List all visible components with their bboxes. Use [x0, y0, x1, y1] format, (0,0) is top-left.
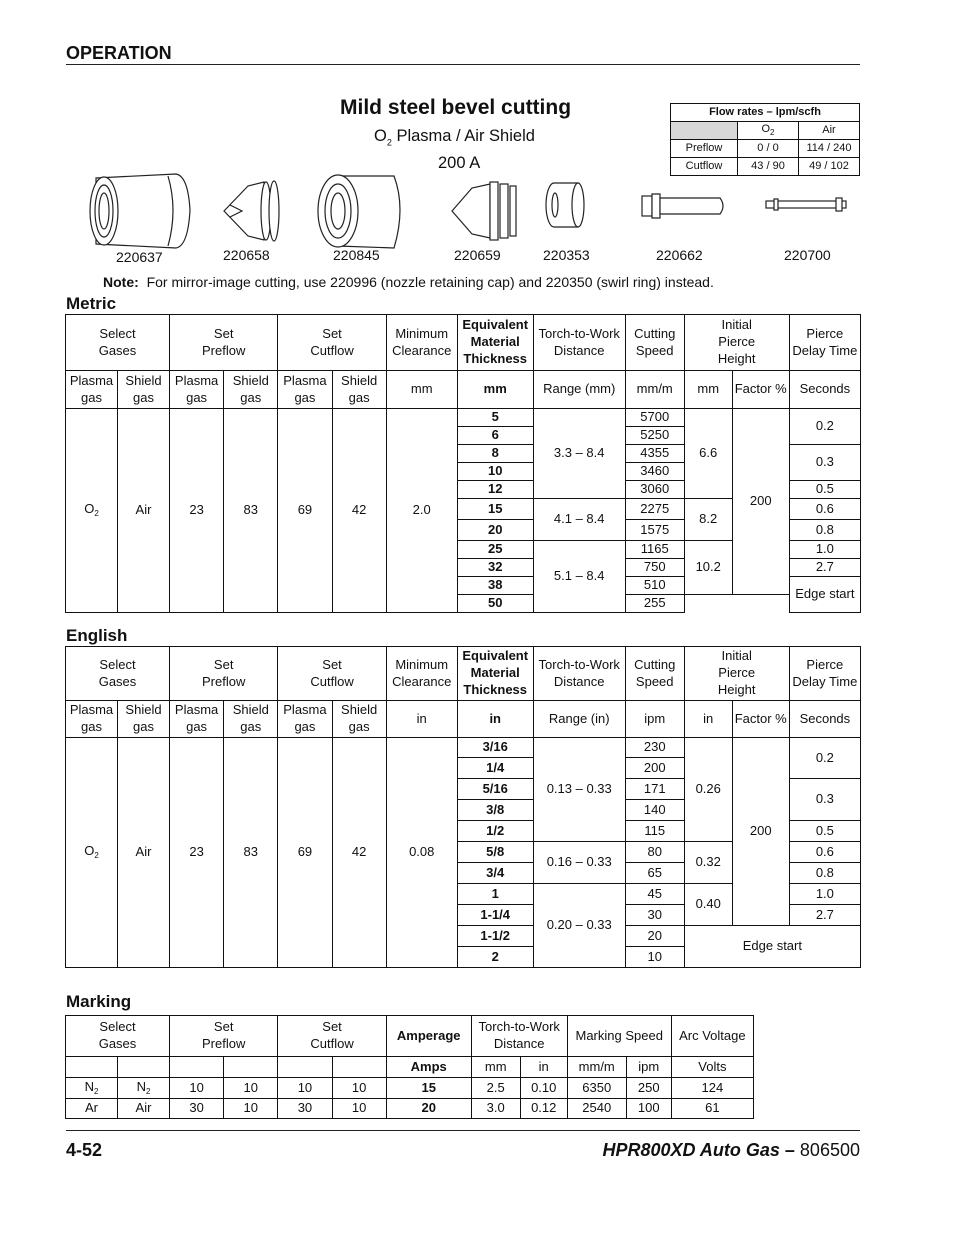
th-shield-gas: Shield gas [224, 371, 278, 409]
th-plasma-gas: Plasma gas [170, 371, 224, 409]
swirl-ring-image [546, 183, 584, 227]
cell-speed: 30 [625, 905, 684, 926]
cell-thickness: 1/4 [457, 758, 533, 779]
cell: 114 / 240 [799, 140, 860, 158]
th-plasma-gas: Plasma gas [66, 371, 118, 409]
water-tube-image [766, 198, 846, 211]
cell: 2.5 [471, 1078, 520, 1099]
cell: 6350 [567, 1078, 626, 1099]
row-label: Preflow [671, 140, 738, 158]
cell-amps: 20 [386, 1099, 471, 1119]
footer-rule [66, 1130, 860, 1131]
cell-iph: 0.40 [684, 884, 732, 926]
cell: 124 [671, 1078, 753, 1099]
cell-shield-gas: $N_2$ [118, 1078, 170, 1099]
document-id: HPR800XD Auto Gas – 806500 [602, 1140, 860, 1160]
cell: 83 [224, 409, 278, 613]
cell-speed: 3060 [625, 481, 684, 499]
th-ttw: Torch-to-Work Distance [533, 315, 625, 371]
th-iph: Initial Pierce Height [684, 647, 789, 701]
th-unit: mm [457, 371, 533, 409]
cell: 10 [170, 1078, 224, 1099]
th-pdt: Pierce Delay Time [789, 315, 860, 371]
cell-edge-start: Edge start [789, 577, 860, 613]
cell-shield-gas: Air [118, 738, 170, 968]
cell-plasma-gas: $O_2$ [66, 738, 118, 968]
th-speed: Cutting Speed [625, 647, 684, 701]
cell: 10 [332, 1099, 386, 1119]
cell-speed: 115 [625, 821, 684, 842]
cell-thickness: 1/2 [457, 821, 533, 842]
th-set-preflow: Set Preflow [170, 1016, 278, 1057]
th-factor: Factor % [732, 371, 789, 409]
cell: 0.12 [520, 1099, 567, 1119]
cell: 23 [170, 738, 224, 968]
th-shield-gas: Shield gas [118, 701, 170, 738]
amperage-subtitle: 200 A [438, 154, 481, 172]
cell-range: 3.3 – 8.4 [533, 409, 625, 499]
cell-delay: 0.6 [789, 842, 860, 863]
th-marking-speed: Marking Speed [567, 1016, 671, 1057]
th-plasma-gas: Plasma gas [278, 371, 332, 409]
cell: 10 [224, 1078, 278, 1099]
cell-delay: 0.3 [789, 779, 860, 821]
th-equiv-thickness: Equivalent Material Thickness [457, 315, 533, 371]
col-air: Air [799, 122, 860, 140]
th-unit: in [520, 1057, 567, 1078]
cell-iph: 0.32 [684, 842, 732, 884]
retaining-cap-image [318, 175, 400, 248]
cell: 100 [626, 1099, 671, 1119]
cell-thickness: 5 [457, 409, 533, 427]
cell: 30 [170, 1099, 224, 1119]
cell-range: 0.13 – 0.33 [533, 738, 625, 842]
th-plasma-gas: Plasma gas [66, 701, 118, 738]
cell-speed: 10 [625, 947, 684, 968]
th-set-cutflow: Set Cutflow [278, 647, 386, 701]
cell: 69 [278, 409, 332, 613]
shield-cap-image [90, 174, 190, 248]
cell-speed: 1575 [625, 520, 684, 541]
part-number: 220658 [223, 247, 270, 263]
th-seconds: Seconds [789, 371, 860, 409]
cell: 42 [332, 409, 386, 613]
cell-delay: 2.7 [789, 559, 860, 577]
cell-thickness: 5/16 [457, 779, 533, 800]
cell-thickness: 1-1/4 [457, 905, 533, 926]
th-iph: Initial Pierce Height [684, 315, 789, 371]
th-volts: Volts [671, 1057, 753, 1078]
th-unit: ipm [626, 1057, 671, 1078]
cell-speed: 3460 [625, 463, 684, 481]
nozzle-image [224, 181, 279, 241]
th-shield-gas: Shield gas [332, 371, 386, 409]
th-equiv-thickness: Equivalent Material Thickness [457, 647, 533, 701]
cell-shield-gas: Air [118, 409, 170, 613]
part-number: 220662 [656, 247, 703, 263]
th-unit: Range (in) [533, 701, 625, 738]
cell: 3.0 [471, 1099, 520, 1119]
th-unit: in [386, 701, 457, 738]
th-set-cutflow: Set Cutflow [278, 1016, 386, 1057]
th-shield-gas: Shield gas [118, 371, 170, 409]
cell-speed: 80 [625, 842, 684, 863]
th-ttw: Torch-to-Work Distance [471, 1016, 567, 1057]
th-min-clearance: Minimum Clearance [386, 315, 457, 371]
cell-iph: 10.2 [684, 541, 732, 595]
th-speed: Cutting Speed [625, 315, 684, 371]
cell: 10 [224, 1099, 278, 1119]
cell-iph: 0.26 [684, 738, 732, 842]
th-seconds: Seconds [789, 701, 860, 738]
header-rule [66, 64, 860, 65]
part-number: 220845 [333, 247, 380, 263]
th-unit: in [457, 701, 533, 738]
th-unit: in [684, 701, 732, 738]
cell-range: 4.1 – 8.4 [533, 499, 625, 541]
cell-speed: 140 [625, 800, 684, 821]
th-unit: Range (mm) [533, 371, 625, 409]
th-factor: Factor % [732, 701, 789, 738]
cell: 69 [278, 738, 332, 968]
page-number: 4-52 [66, 1140, 103, 1160]
cell-clearance: 0.08 [386, 738, 457, 968]
note: Note: For mirror-image cutting, use 220996 (nozzle retaining cap) and 220350 (swirl ring) instead. [103, 274, 714, 290]
cell-range: 0.16 – 0.33 [533, 842, 625, 884]
cell-delay: 0.3 [789, 445, 860, 481]
cell-delay: 0.8 [789, 520, 860, 541]
cell-plasma-gas: Ar [66, 1099, 118, 1119]
cell: 30 [278, 1099, 332, 1119]
th-set-cutflow: Set Cutflow [278, 315, 386, 371]
cell-thickness: 5/8 [457, 842, 533, 863]
th-plasma-gas: Plasma gas [170, 701, 224, 738]
part-number: 220353 [543, 247, 590, 263]
cell-delay: 0.5 [789, 821, 860, 842]
th-min-clearance: Minimum Clearance [386, 647, 457, 701]
cell-speed: 5250 [625, 427, 684, 445]
cell-thickness: 3/8 [457, 800, 533, 821]
th-set-preflow: Set Preflow [170, 647, 278, 701]
cell-edge-start: Edge start [684, 926, 860, 968]
cell-range: 0.20 – 0.33 [533, 884, 625, 968]
cell-thickness: 38 [457, 577, 533, 595]
cell-speed: 1165 [625, 541, 684, 559]
part-number: 220659 [454, 247, 501, 263]
cell: 23 [170, 409, 224, 613]
cell-iph: 6.6 [684, 409, 732, 499]
cell-delay: 0.5 [789, 481, 860, 499]
cell-thickness: 6 [457, 427, 533, 445]
section-header: OPERATION [66, 43, 172, 63]
part-number: 220637 [116, 249, 163, 265]
cell-thickness: 3/16 [457, 738, 533, 758]
cell-delay: 0.6 [789, 499, 860, 520]
cell: 43 / 90 [738, 158, 799, 176]
cell: 42 [332, 738, 386, 968]
cell-shield-gas: Air [118, 1099, 170, 1119]
cell-speed: 45 [625, 884, 684, 905]
gas-subtitle: $O_2$ Plasma / Air Shield [374, 127, 535, 148]
cell-range: 5.1 – 8.4 [533, 541, 625, 613]
cell-speed: 750 [625, 559, 684, 577]
metric-table [65, 314, 861, 613]
cell-speed: 65 [625, 863, 684, 884]
cell: 0.10 [520, 1078, 567, 1099]
metric-heading: Metric [66, 294, 117, 313]
cell-clearance: 2.0 [386, 409, 457, 613]
cell-thickness: 15 [457, 499, 533, 520]
cell-factor: 200 [732, 738, 789, 926]
th-select-gases: Select Gases [66, 647, 170, 701]
cell-thickness: 20 [457, 520, 533, 541]
part-number: 220700 [784, 247, 831, 263]
th-plasma-gas [66, 1057, 118, 1078]
page-title: Mild steel bevel cutting [340, 96, 572, 119]
cell: 250 [626, 1078, 671, 1099]
th-amps: Amps [386, 1057, 471, 1078]
th-unit: mm/m [567, 1057, 626, 1078]
th-plasma-gas: Plasma gas [278, 701, 332, 738]
th-select-gases: Select Gases [66, 1016, 170, 1057]
th-shield-gas: Shield gas [224, 701, 278, 738]
cell-delay: 0.2 [789, 738, 860, 779]
cell-delay: 0.8 [789, 863, 860, 884]
cell-thickness: 1 [457, 884, 533, 905]
electrode-image [642, 194, 723, 218]
th-unit: mm [684, 371, 732, 409]
cell-iph: 8.2 [684, 499, 732, 541]
cell-delay: 2.7 [789, 905, 860, 926]
th-set-preflow: Set Preflow [170, 315, 278, 371]
row-label: Cutflow [671, 158, 738, 176]
cell-thickness: 50 [457, 595, 533, 613]
marking-table [65, 1015, 754, 1119]
cell-thickness: 25 [457, 541, 533, 559]
cell-speed: 5700 [625, 409, 684, 427]
th-unit: mm/m [625, 371, 684, 409]
cell-thickness: 32 [457, 559, 533, 577]
cell-plasma-gas: $N_2$ [66, 1078, 118, 1099]
nozzle-2-image [452, 182, 516, 240]
th-pdt: Pierce Delay Time [789, 647, 860, 701]
cell-speed: 510 [625, 577, 684, 595]
cell-thickness: 12 [457, 481, 533, 499]
english-heading: English [66, 626, 128, 645]
th-unit: mm [471, 1057, 520, 1078]
cell-speed: 20 [625, 926, 684, 947]
cell-speed: 255 [625, 595, 684, 613]
cell: 61 [671, 1099, 753, 1119]
english-table [65, 646, 861, 968]
cell-plasma-gas: $O_2$ [66, 409, 118, 613]
cell-delay: 0.2 [789, 409, 860, 445]
cell-thickness: 1-1/2 [457, 926, 533, 947]
th-arc-voltage: Arc Voltage [671, 1016, 753, 1057]
flow-rates-title: Flow rates – lpm/scfh [671, 104, 860, 122]
cell-speed: 2275 [625, 499, 684, 520]
cell-speed: 171 [625, 779, 684, 800]
th-unit: mm [386, 371, 457, 409]
flow-rates-table [670, 103, 860, 176]
cell: 0 / 0 [738, 140, 799, 158]
cell-delay: 1.0 [789, 541, 860, 559]
th-amperage: Amperage [386, 1016, 471, 1057]
cell-thickness: 3/4 [457, 863, 533, 884]
cell-thickness: 2 [457, 947, 533, 968]
th-shield-gas: Shield gas [332, 701, 386, 738]
marking-heading: Marking [66, 992, 132, 1011]
th-ttw: Torch-to-Work Distance [533, 647, 625, 701]
cell-thickness: 8 [457, 445, 533, 463]
cell: 83 [224, 738, 278, 968]
cell-speed: 200 [625, 758, 684, 779]
cell: 2540 [567, 1099, 626, 1119]
cell: 10 [332, 1078, 386, 1099]
th-unit: ipm [625, 701, 684, 738]
col-o2: $O_2$ [738, 122, 799, 140]
cell: 49 / 102 [799, 158, 860, 176]
cell-speed: 230 [625, 738, 684, 758]
cell-speed: 4355 [625, 445, 684, 463]
cell-delay: 1.0 [789, 884, 860, 905]
th-select-gases: Select Gases [66, 315, 170, 371]
cell-factor: 200 [732, 409, 789, 595]
cell-amps: 15 [386, 1078, 471, 1099]
cell-thickness: 10 [457, 463, 533, 481]
cell: 10 [278, 1078, 332, 1099]
